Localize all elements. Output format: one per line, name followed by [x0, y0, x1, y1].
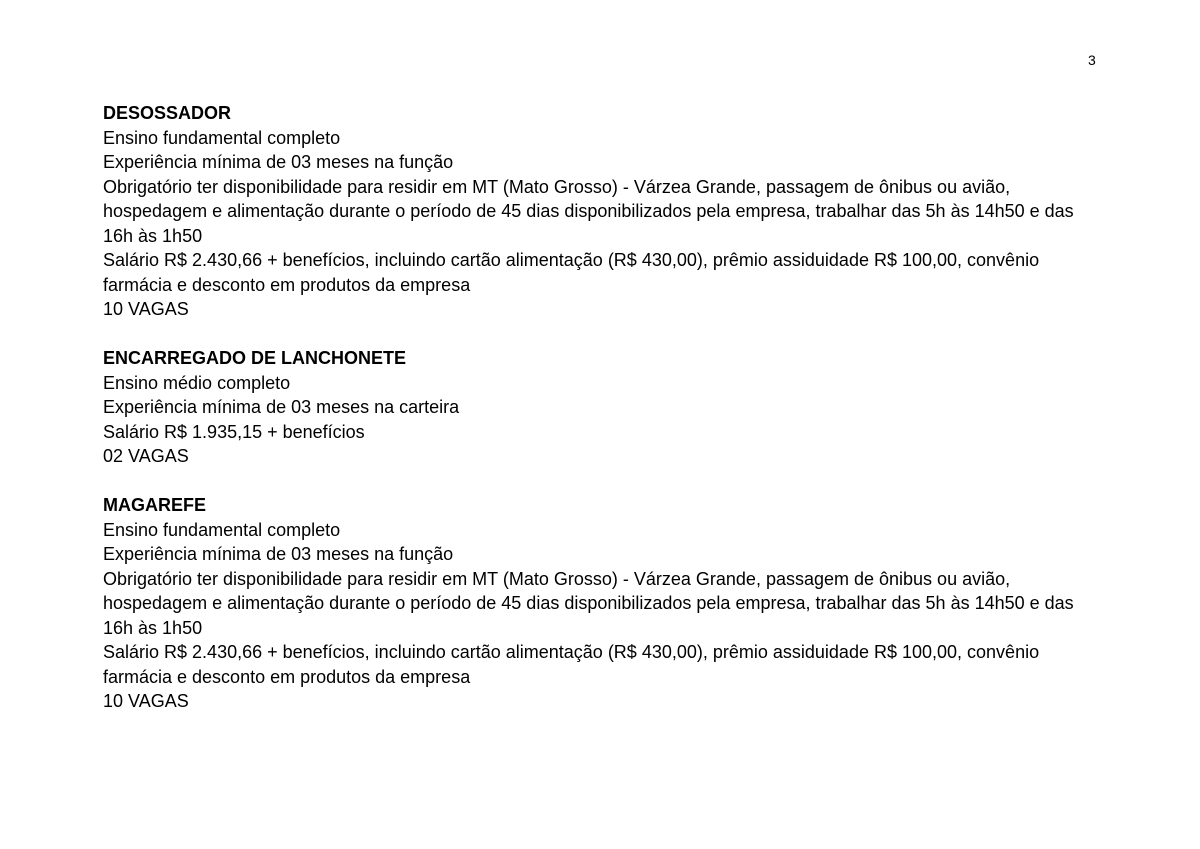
job-vacancies: 10 VAGAS — [103, 691, 189, 711]
job-desossador — [103, 101, 1083, 322]
job-vacancies: 02 VAGAS — [103, 446, 189, 466]
job-salary: Salário R$ 2.430,66 + benefícios, incluindo cartão alimentação (R$ 430,00), prêmio assiduidade R$ 100,00, convênio farmácia e desconto em produtos da empresa — [103, 642, 1040, 687]
job-encarregado-de-lanchonete — [103, 346, 1083, 469]
job-education: Ensino fundamental completo — [103, 519, 341, 540]
job-listings — [103, 101, 1083, 738]
job-title: ENCARREGADO DE LANCHONETE — [103, 348, 407, 368]
job-title: MAGAREFE — [103, 495, 206, 515]
job-magarefe — [103, 493, 1083, 714]
job-title: DESOSSADOR — [103, 103, 232, 123]
job-experience: Experiência mínima de 03 meses na função — [103, 152, 454, 172]
job-experience: Experiência mínima de 03 meses na função — [103, 544, 454, 564]
job-requirements: Obrigatório ter disponibilidade para residir em MT (Mato Grosso) - Várzea Grande, passagem de ônibus ou avião, hospedagem e alimentação durante o período de 45 dias disponibilizados pela empresa, trabalhar das 5h às 14h50 e das 16h às 1h50 — [103, 568, 1074, 638]
job-salary: Salário R$ 1.935,15 + benefícios — [103, 421, 365, 442]
job-experience: Experiência mínima de 03 meses na carteira — [103, 397, 460, 417]
job-vacancies: 10 VAGAS — [103, 299, 189, 319]
job-salary: Salário R$ 2.430,66 + benefícios, incluindo cartão alimentação (R$ 430,00), prêmio assiduidade R$ 100,00, convênio farmácia e desconto em produtos da empresa — [103, 250, 1040, 295]
job-requirements: Obrigatório ter disponibilidade para residir em MT (Mato Grosso) - Várzea Grande, passagem de ônibus ou avião, hospedagem e alimentação durante o período de 45 dias disponibilizados pela empresa, trabalhar das 5h às 14h50 e das 16h às 1h50 — [103, 176, 1074, 246]
job-education: Ensino médio completo — [103, 372, 291, 393]
page-number: 3 — [1088, 52, 1096, 68]
job-education: Ensino fundamental completo — [103, 127, 341, 148]
